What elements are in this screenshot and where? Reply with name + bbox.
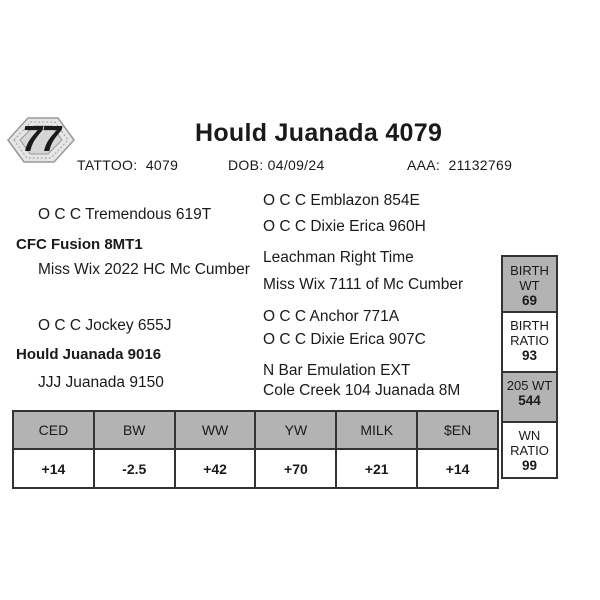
animal-name-title: Hould Juanada 4079 (195, 119, 443, 147)
pedigree-dd-dam: Cole Creek 104 Juanada 8M (263, 382, 461, 399)
pedigree-dam-dam: JJJ Juanada 9150 (38, 374, 164, 391)
aaa-value: 21132769 (448, 157, 513, 173)
epd-header-bw: BW (94, 411, 175, 449)
pedigree-ds-sire: O C C Anchor 771A (263, 308, 400, 325)
wn-ratio-value: 99 (521, 458, 538, 473)
tattoo-label: TATTOO: (77, 157, 138, 173)
dob-value: 04/09/24 (267, 157, 325, 173)
epd-value-row (13, 449, 498, 488)
birth-ratio-label-2: RATIO (510, 333, 549, 348)
birth-wt-box (501, 255, 558, 313)
pedigree-ss-dam: O C C Dixie Erica 960H (263, 218, 426, 235)
wt-205-label: 205 WT (506, 378, 553, 393)
dob-field (228, 157, 325, 173)
epd-value-milk: +21 (336, 449, 417, 488)
tattoo-field (77, 157, 178, 173)
birth-ratio-box (501, 311, 558, 373)
epd-header-milk: MILK (336, 411, 417, 449)
birth-ratio-label-1: BIRTH (510, 318, 549, 333)
wt-205-box (501, 371, 558, 423)
wn-ratio-label: WN RATIO (510, 428, 549, 458)
lot-number: 77 (21, 118, 61, 159)
tattoo-value: 4079 (145, 157, 179, 173)
aaa-label: AAA: (407, 157, 441, 173)
epd-table (12, 410, 499, 489)
birth-wt-label: BIRTH WT (510, 263, 549, 293)
ratio-panel (501, 255, 558, 479)
pedigree-dam-sire: O C C Jockey 655J (38, 317, 172, 334)
pedigree-sd-dam: Miss Wix 7111 of Mc Cumber (263, 276, 464, 293)
epd-value-bw: -2.5 (94, 449, 175, 488)
birth-ratio-value: 93 (521, 348, 538, 363)
pedigree-ss-sire: O C C Emblazon 854E (263, 192, 420, 209)
dob-label: DOB: (228, 157, 264, 173)
epd-value-ced: +14 (13, 449, 94, 488)
epd-header-row (13, 411, 498, 449)
epd-header-yw: YW (255, 411, 336, 449)
birth-wt-value: 69 (521, 293, 538, 308)
aaa-field (407, 157, 512, 173)
epd-value-en: +14 (417, 449, 498, 488)
pedigree-dd-sire: N Bar Emulation EXT (263, 362, 411, 379)
pedigree-sire-dam: Miss Wix 2022 HC Mc Cumber (38, 261, 250, 278)
epd-value-ww: +42 (175, 449, 256, 488)
epd-header-ww: WW (175, 411, 256, 449)
pedigree-sd-sire: Leachman Right Time (263, 249, 414, 266)
epd-value-yw: +70 (255, 449, 336, 488)
wt-205-value: 544 (518, 393, 541, 408)
pedigree-ds-dam: O C C Dixie Erica 907C (263, 331, 426, 348)
wn-ratio-box (501, 421, 558, 479)
pedigree-dam: Hould Juanada 9016 (16, 346, 162, 363)
pedigree-sire: CFC Fusion 8MT1 (16, 236, 143, 253)
epd-header-ced: CED (13, 411, 94, 449)
epd-header-en: $EN (417, 411, 498, 449)
pedigree-sire-sire: O C C Tremendous 619T (38, 206, 212, 223)
